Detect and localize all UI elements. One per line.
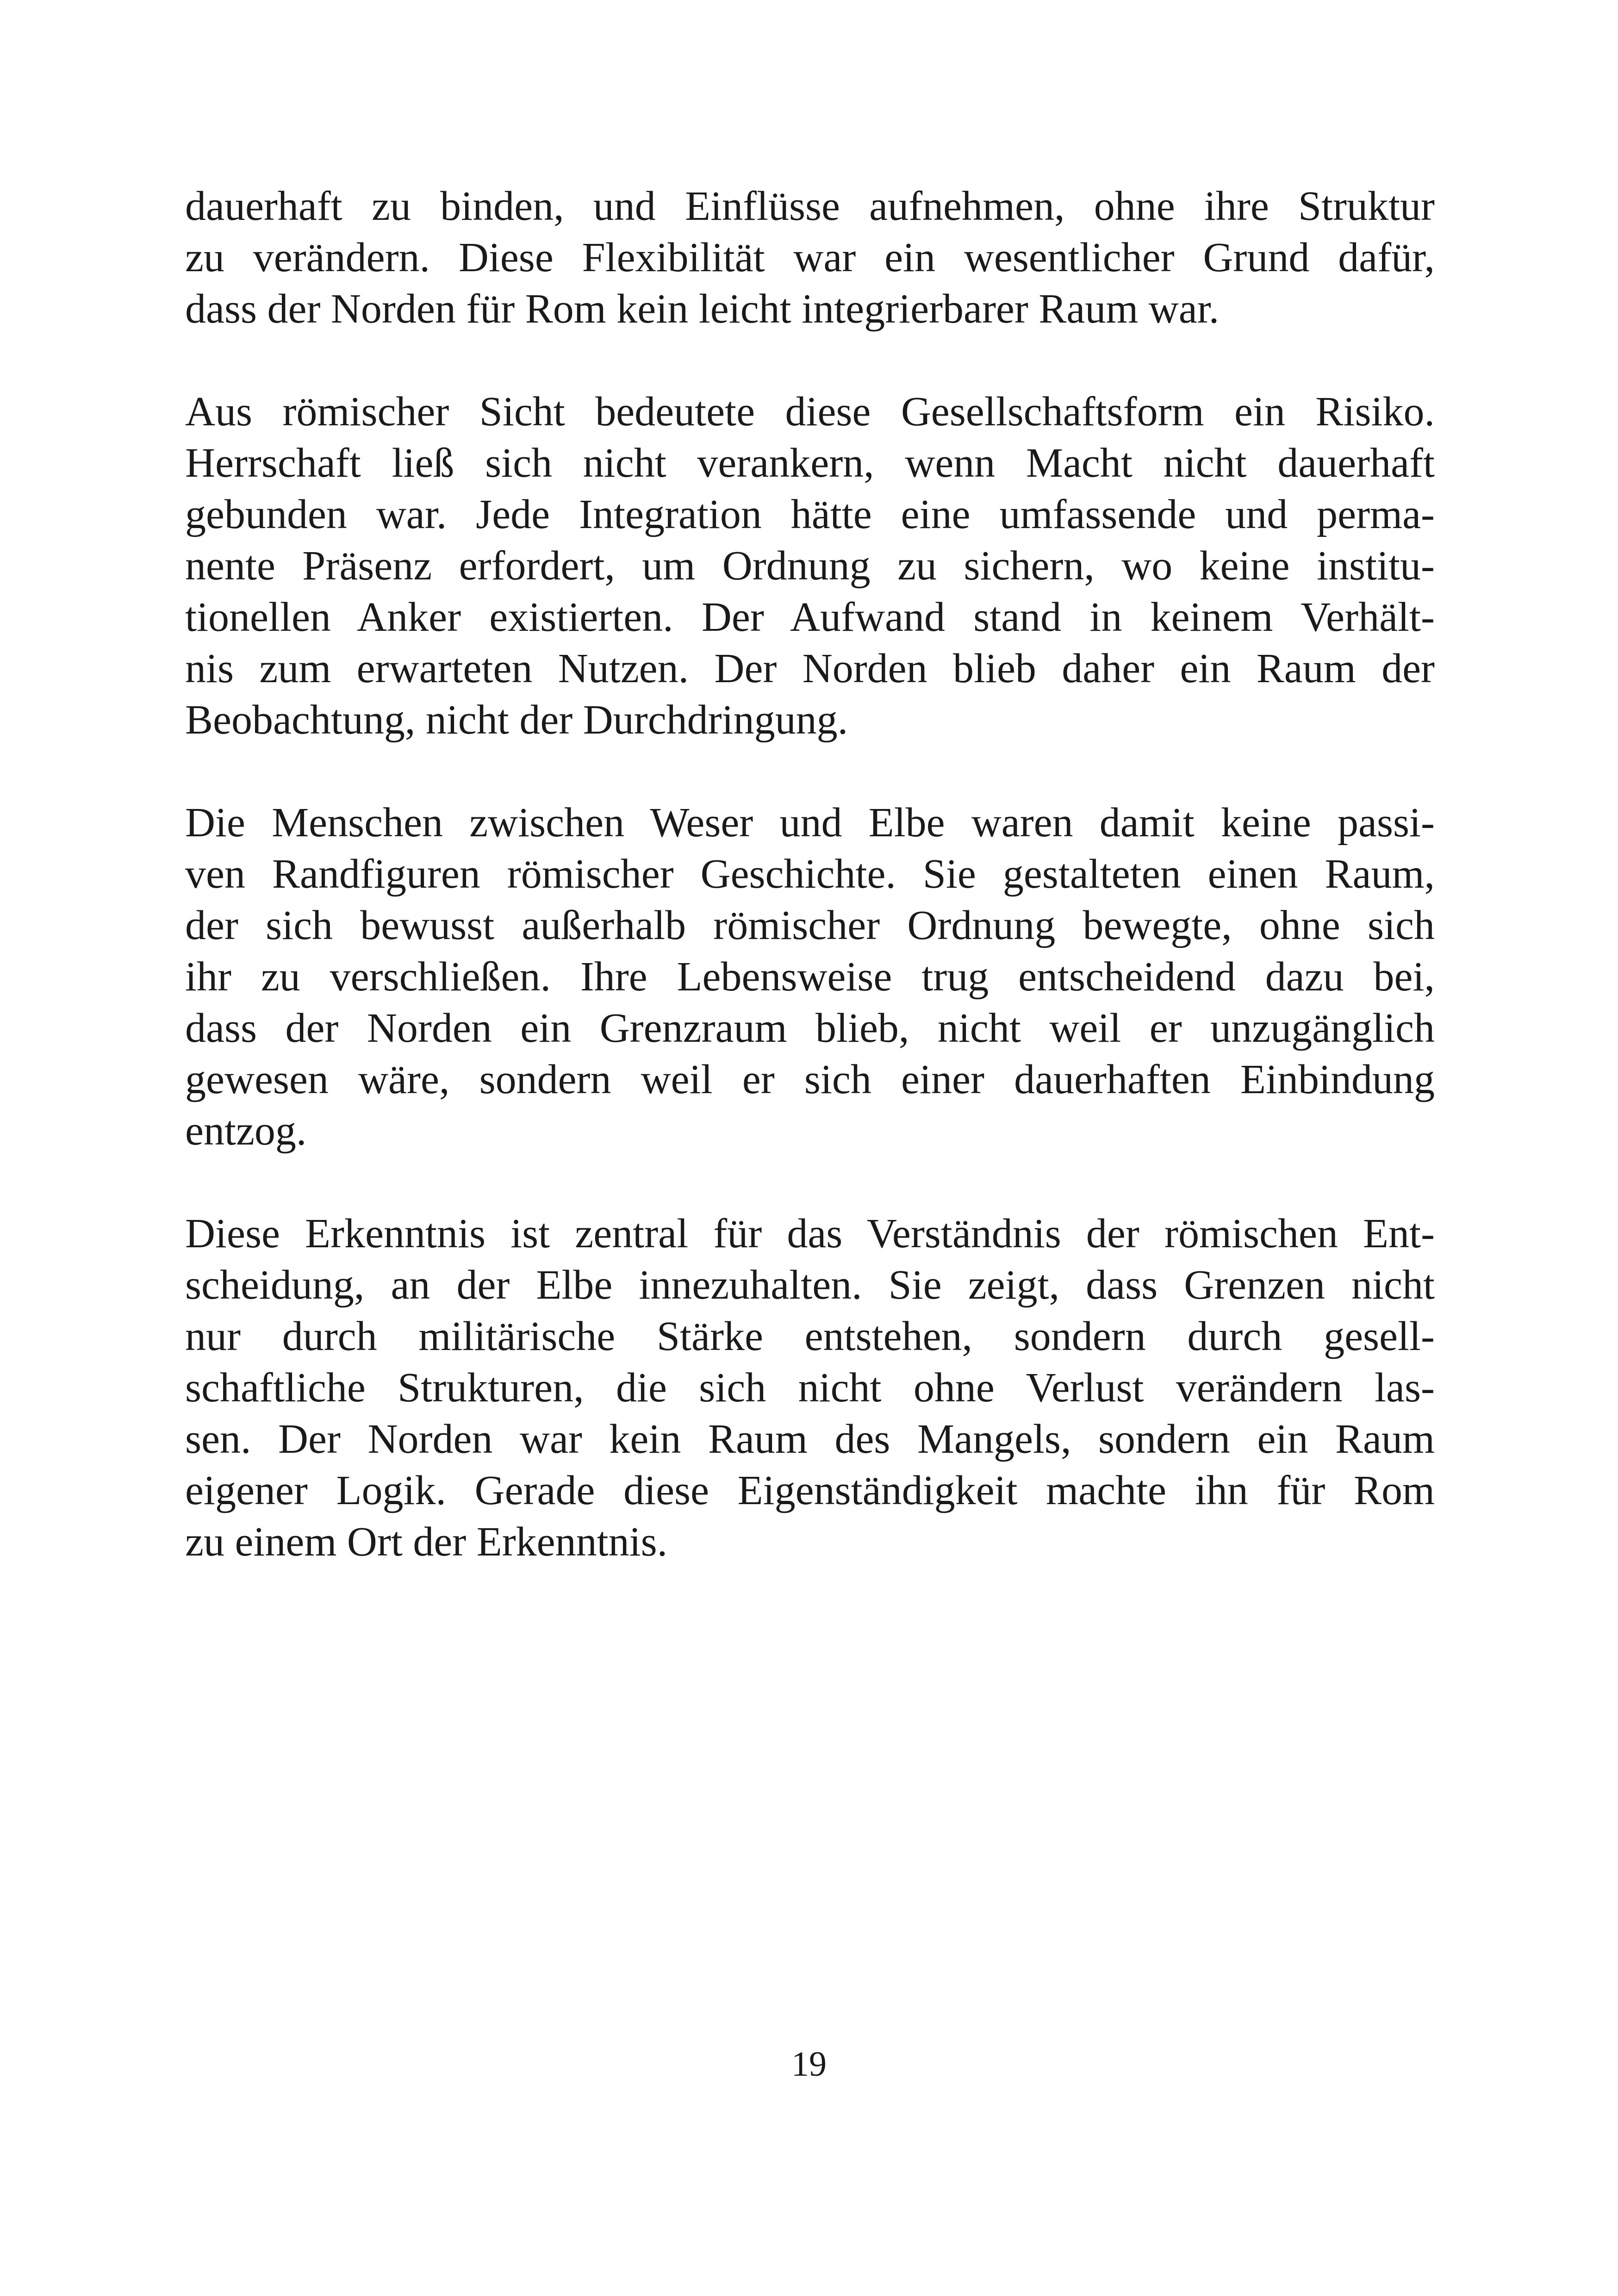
text-line: Die Menschen zwischen Weser und Elbe waren damit keine passi- <box>185 800 1435 846</box>
text-line: Herrschaft ließ sich nicht verankern, wenn Macht nicht dauerhaft <box>185 440 1435 486</box>
text-line: Beobachtung, nicht der Durchdringung. <box>185 697 848 743</box>
text-line: ven Randfiguren römischer Geschichte. Sie gestalteten einen Raum, <box>185 851 1435 897</box>
text-line: scheidung, an der Elbe innezuhalten. Sie zeigt, dass Grenzen nicht <box>185 1262 1435 1308</box>
paragraph <box>185 386 1435 746</box>
text-line: nis zum erwarteten Nutzen. Der Norden blieb daher ein Raum der <box>185 646 1435 691</box>
text-line: ihr zu verschließen. Ihre Lebensweise trug entscheidend dazu bei, <box>185 954 1435 1000</box>
text-line: entzog. <box>185 1108 307 1154</box>
text-line: Aus römischer Sicht bedeutete diese Gesellschaftsform ein Risiko. <box>185 389 1435 435</box>
page-number: 19 <box>791 2045 827 2084</box>
text-line: eigener Logik. Gerade diese Eigenständigkeit machte ihn für Rom <box>185 1468 1435 1513</box>
text-line: gewesen wäre, sondern weil er sich einer dauerhaften Einbindung <box>185 1057 1435 1102</box>
text-line: dauerhaft zu binden, und Einflüsse aufnehmen, ohne ihre Struktur <box>185 183 1435 229</box>
text-line: nente Präsenz erfordert, um Ordnung zu sichern, wo keine institu- <box>185 543 1435 589</box>
text-line: gebunden war. Jede Integration hätte eine umfassende und perma- <box>185 492 1435 537</box>
text-line: zu einem Ort der Erkenntnis. <box>185 1519 668 1565</box>
text-line: tionellen Anker existierten. Der Aufwand stand in keinem Verhält- <box>185 594 1435 640</box>
text-line: schaftliche Strukturen, die sich nicht ohne Verlust verändern las- <box>185 1365 1435 1411</box>
paragraph <box>185 1208 1435 1568</box>
paragraph <box>185 797 1435 1157</box>
text-line: nur durch militärische Stärke entstehen, sondern durch gesell- <box>185 1313 1435 1359</box>
paragraph <box>185 180 1435 335</box>
body-text <box>185 180 1435 1619</box>
text-line: zu verändern. Diese Flexibilität war ein wesentlicher Grund dafür, <box>185 235 1435 280</box>
text-line: dass der Norden für Rom kein leicht integrierbarer Raum war. <box>185 286 1220 332</box>
text-line: dass der Norden ein Grenzraum blieb, nicht weil er unzugänglich <box>185 1005 1435 1051</box>
text-line: Diese Erkenntnis ist zentral für das Verständnis der römischen Ent- <box>185 1211 1435 1257</box>
text-line: der sich bewusst außerhalb römischer Ordnung bewegte, ohne sich <box>185 902 1435 948</box>
text-line: sen. Der Norden war kein Raum des Mangels, sondern ein Raum <box>185 1416 1435 1462</box>
